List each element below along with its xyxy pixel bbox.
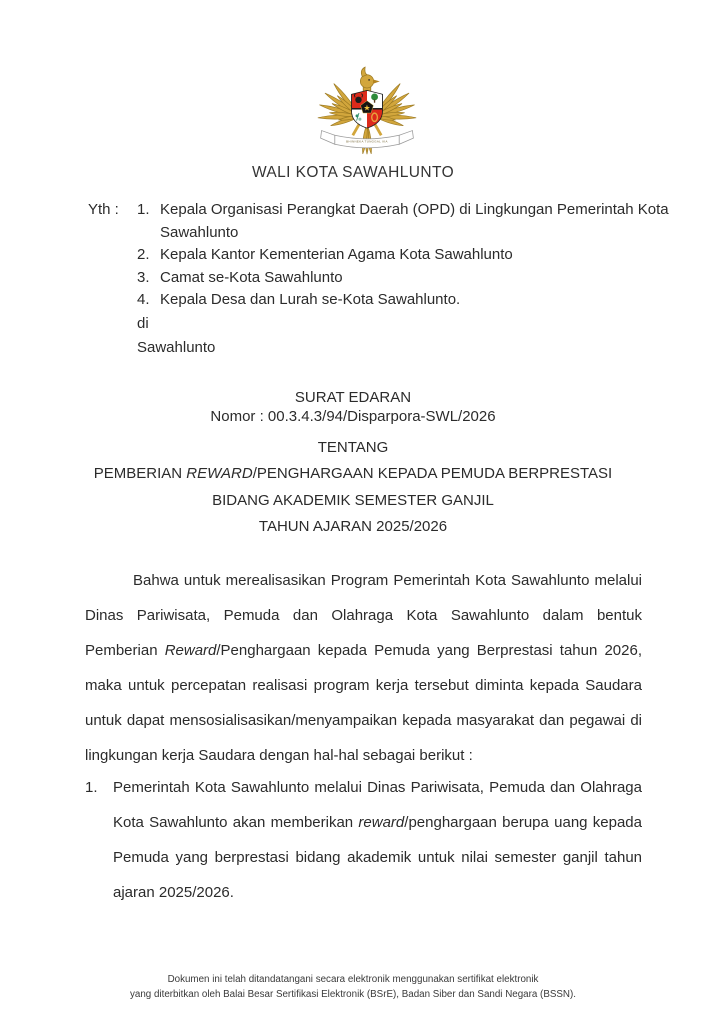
recipient-item — [137, 244, 678, 267]
paragraph-text-pre: Bahwa untuk merealisasikan Program Pemerintah Kota Sawahlunto melalui Dinas Pariwisata, Pemuda dan Olahraga Kota Sawahlunto dalam bentuk Pemberian — [85, 572, 642, 659]
recipient-number: 1. — [137, 201, 150, 218]
subject-line-3: TAHUN AJARAN 2025/2026 — [258, 518, 448, 535]
garuda-beak — [373, 79, 380, 83]
doc-number: Nomor : 00.3.4.3/94/Disparpora-SWL/2026 — [210, 407, 496, 425]
agency-title: WALI KOTA SAWAHLUNTO — [251, 164, 455, 181]
body-item-text-post: /penghargaan berupa uang kepada Pemuda yang berprestasi bidang akademik untuk nilai semester ganjil tahun ajaran 2025/2026. — [113, 814, 642, 901]
recipients-label: Yth : — [88, 201, 119, 218]
doc-type: SURAT EDARAN — [294, 389, 412, 406]
subject-block — [0, 389, 706, 541]
location-at: di — [137, 315, 149, 332]
recipient-number: 4. — [137, 291, 150, 308]
body-item-text — [113, 770, 642, 910]
esign-footer-line-1: Dokumen ini telah ditandatangani secara elektronik menggunakan sertifikat elektronik — [167, 974, 539, 985]
recipient-item — [137, 289, 678, 312]
opening-paragraph — [85, 563, 642, 773]
recipient-number: 2. — [137, 246, 150, 263]
gold-star-icon: ★ — [363, 103, 371, 113]
subject-line-1-pre: PEMBERIAN — [93, 465, 187, 482]
body-item-number: 1. — [85, 779, 98, 796]
recipients-block — [88, 199, 678, 312]
subject-line-1-post: /PENGHARGAAN KEPADA PEMUDA BERPRESTASI — [252, 465, 613, 482]
recipient-text: Camat se-Kota Sawahlunto — [160, 268, 343, 286]
ribbon-motto-text: BHINNEKA TUNGGAL IKA — [346, 139, 388, 144]
paragraph-text-italic: Reward — [164, 642, 217, 659]
body-list — [85, 770, 642, 910]
subject-line-1-italic: REWARD — [186, 465, 253, 482]
paragraph-text-post: /Penghargaan kepada Pemuda yang Berprestasi tahun 2026, maka untuk percepatan realisasi program kerja tersebut diminta kepada Saudara untuk dapat mensosialisasikan/menyampaikan kepada masyarakat dan pegawai di lingkungan kerja Saudara dengan hal-hal sebagai berikut : — [85, 642, 642, 764]
esign-footer — [0, 973, 706, 1002]
subject-line-2: BIDANG AKADEMIK SEMESTER GANJIL — [212, 491, 494, 509]
garuda-pancasila-emblem — [310, 52, 424, 158]
recipient-text: Kepala Kantor Kementerian Agama Kota Sawahlunto — [160, 246, 513, 263]
recipient-text: Kepala Desa dan Lurah se-Kota Sawahlunto. — [160, 291, 461, 308]
recipient-item — [137, 199, 678, 244]
recipients-list — [137, 199, 678, 312]
body-item-text-pre: Pemerintah Kota Sawahlunto melalui Dinas Pariwisata, Pemuda dan Olahraga Kota Sawahlunto akan memberikan — [113, 779, 642, 831]
garuda-shield — [352, 91, 382, 128]
subject-line-1 — [0, 461, 706, 488]
recipient-number: 3. — [137, 268, 150, 286]
letter-location — [137, 312, 215, 360]
body-item-text-italic: reward — [358, 814, 405, 831]
location-city: Sawahlunto — [137, 339, 216, 356]
body-list-item-1 — [85, 770, 642, 910]
recipient-text: Kepala Organisasi Perangkat Daerah (OPD) di Lingkungan Pemerintah Kota Sawahlunto — [160, 201, 669, 241]
esign-footer-line-2: yang diterbitkan oleh Balai Besar Sertifikasi Elektronik (BSrE), Badan Siber dan Sandi Negara (BSSN). — [130, 988, 576, 1000]
recipient-item — [137, 267, 678, 290]
subject-about-label: TENTANG — [317, 439, 389, 456]
garuda-eye — [368, 79, 370, 81]
